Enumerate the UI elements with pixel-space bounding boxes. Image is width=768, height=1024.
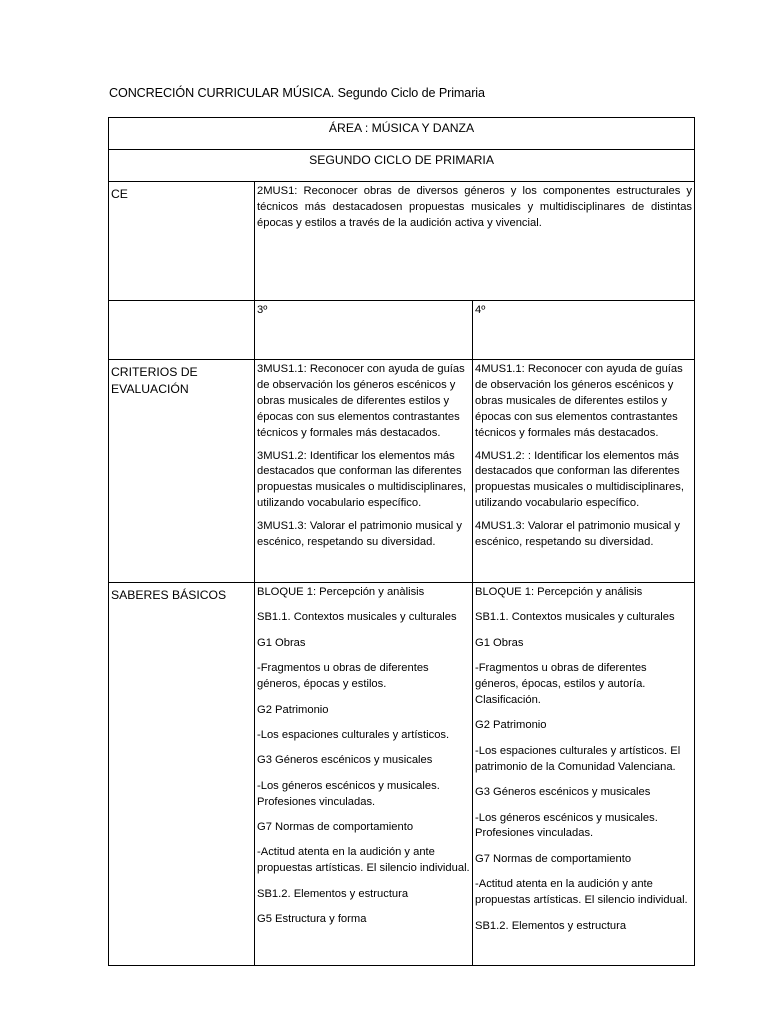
saber-item: -Los espaciones culturales y artísticos. bbox=[257, 728, 450, 741]
curso-4-header: 4º bbox=[473, 301, 695, 360]
area-row bbox=[109, 118, 695, 150]
saber-item: G3 Géneros escénicos y musicales bbox=[475, 786, 651, 799]
saber-item: BLOQUE 1: Percepción y anàlisis bbox=[257, 586, 425, 598]
saberes-row bbox=[109, 583, 695, 966]
criterio-item: 3MUS1.1: Reconocer con ayuda de guías de observación los géneros escénicos y obras musicales de diferentes estilos y épocas con sus elementos contrastantes técnicos y formales más destacados. bbox=[257, 363, 465, 439]
saber-item: SB1.1. Contextos musicales y culturales bbox=[257, 611, 457, 624]
criterio-item: 3MUS1.2: Identificar los elementos más destacados que conforman las diferentes propuestas musicales o multidisciplinares, utilizando vocabulario específico. bbox=[257, 449, 466, 510]
saber-item: SB1.2. Elementos y estructura bbox=[257, 887, 409, 900]
ce-row bbox=[109, 182, 695, 301]
ciclo-row bbox=[109, 150, 695, 182]
curriculum-table bbox=[108, 117, 695, 966]
saber-item: G1 Obras bbox=[257, 636, 306, 649]
document-title: CONCRECIÓN CURRICULAR MÚSICA. Segundo Ciclo de Primaria bbox=[109, 86, 485, 100]
saber-item: G7 Normas de comportamiento bbox=[257, 821, 414, 834]
saber-item: SB1.2. Elementos y estructura bbox=[475, 919, 627, 932]
criterios-3-cell bbox=[255, 360, 473, 583]
saber-item: BLOQUE 1: Percepción y análisis bbox=[475, 586, 643, 598]
saber-item: G1 Obras bbox=[475, 636, 524, 649]
saber-item: G5 Estructura y forma bbox=[257, 913, 367, 926]
saber-item: G7 Normas de comportamiento bbox=[475, 852, 632, 865]
saber-item: SB1.1. Contextos musicales y culturales bbox=[475, 611, 675, 624]
saber-item: -Fragmentos u obras de diferentes géneros, épocas, estilos y autoría. Clasificación. bbox=[475, 662, 647, 707]
criterio-item: 4MUS1.1: Reconocer con ayuda de guías de observación los géneros escénicos y obras musicales de diferentes estilos y épocas con sus elementos contrastantes técnicos y formales más destacados. bbox=[475, 363, 683, 439]
saberes-label: SABERES BÁSICOS bbox=[111, 588, 227, 602]
cursos-row bbox=[109, 301, 695, 360]
ciclo-cell: SEGUNDO CICLO DE PRIMARIA bbox=[109, 150, 695, 182]
area-cell: ÁREA : MÚSICA Y DANZA bbox=[109, 118, 695, 150]
saber-item: G2 Patrimonio bbox=[257, 703, 329, 716]
saber-item: -Actitud atenta en la audición y ante propuestas artísticas. El silencio individual. bbox=[257, 846, 470, 875]
saber-item: -Actitud atenta en la audición y ante propuestas artísticas. El silencio individual. bbox=[475, 878, 688, 907]
saber-item: -Los géneros escénicos y musicales. Profesiones vinculadas. bbox=[475, 811, 658, 840]
criterio-item: 4MUS1.3: Valorar el patrimonio musical y escénico, respetando su diversidad. bbox=[475, 520, 680, 549]
saber-item: -Los espaciones culturales y artísticos. El patrimonio de la Comunidad Valenciana. bbox=[475, 744, 681, 773]
criterios-4-cell bbox=[473, 360, 695, 583]
saber-item: G3 Géneros escénicos y musicales bbox=[257, 754, 433, 767]
ce-label-cell bbox=[109, 182, 255, 301]
curso-3-header: 3º bbox=[255, 301, 473, 360]
saber-item: G2 Patrimonio bbox=[475, 719, 547, 732]
ce-label: CE bbox=[111, 187, 128, 201]
saberes-4-cell bbox=[473, 583, 695, 966]
cursos-empty-cell bbox=[109, 301, 255, 360]
criterio-item: 4MUS1.2: : Identificar los elementos más destacados que conforman las diferentes propuestas musicales o multidisciplinares, utilizando vocabulario específico. bbox=[475, 449, 684, 510]
saberes-3-cell bbox=[255, 583, 473, 966]
criterios-label-cell bbox=[109, 360, 255, 583]
criterio-item: 3MUS1.3: Valorar el patrimonio musical y escénico, respetando su diversidad. bbox=[257, 520, 462, 549]
saber-item: -Los géneros escénicos y musicales. Profesiones vinculadas. bbox=[257, 779, 440, 808]
saber-item: -Fragmentos u obras de diferentes géneros, épocas y estilos. bbox=[257, 662, 429, 691]
criterios-label: CRITERIOS DE EVALUACIÓN bbox=[111, 365, 198, 396]
ce-text-cell: 2MUS1: Reconocer obras de diversos géneros y los componentes estructurales y técnicos más destacadosen propuestas musicales y multidisciplinares de distintas épocas y estilos a través de la audición activa y vivencial. bbox=[255, 182, 695, 301]
criterios-row bbox=[109, 360, 695, 583]
saberes-label-cell bbox=[109, 583, 255, 966]
